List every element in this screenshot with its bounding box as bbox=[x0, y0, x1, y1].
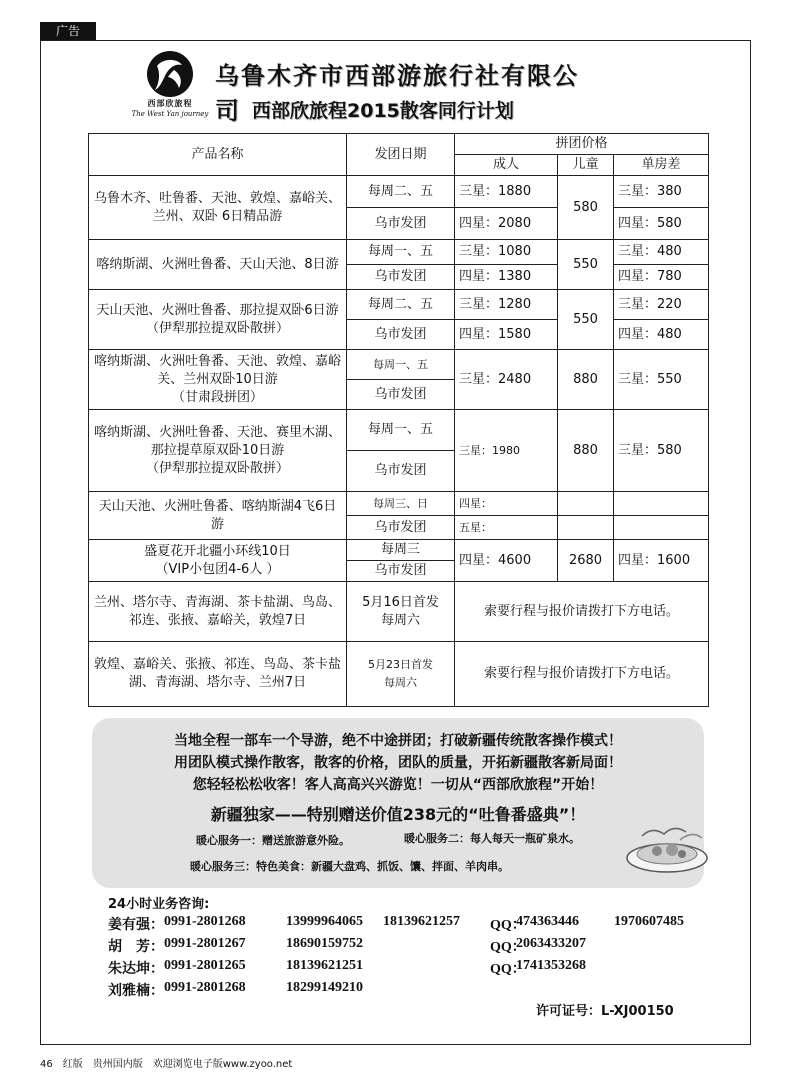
contact-mobile: 18299149210 bbox=[286, 980, 363, 995]
departure-day: 每周二、五 bbox=[347, 176, 455, 208]
adult-price: 三星：1880 bbox=[455, 176, 558, 208]
price-note: 索要行程与报价请拨打下方电话。 bbox=[455, 642, 709, 707]
contact-phone: 0991-2801267 bbox=[164, 936, 246, 951]
adult-price: 三星：2480 bbox=[455, 350, 558, 410]
single-supplement: 四星：480 bbox=[614, 320, 709, 350]
product-note: （VIP小包团4-6人 ） bbox=[155, 561, 280, 577]
header-product: 产品名称 bbox=[89, 134, 347, 176]
departure-city: 乌市发团 bbox=[347, 265, 455, 290]
contact-name: 胡 芳： bbox=[108, 940, 164, 955]
child-price-empty bbox=[558, 516, 614, 540]
contact-qq: 2063433207 bbox=[516, 936, 586, 951]
adult-price: 三星：1280 bbox=[455, 290, 558, 320]
contact-mobile: 18139621251 bbox=[286, 958, 363, 973]
table-row bbox=[89, 492, 709, 516]
departure-first: 5月16日首发 bbox=[362, 594, 439, 610]
adult-price: 四星：4600 bbox=[455, 540, 558, 582]
contact-mobile: 18690159752 bbox=[286, 936, 363, 951]
departure-city: 乌市发团 bbox=[347, 451, 455, 492]
license-number: 许可证号：L-XJ00150 bbox=[536, 1004, 674, 1019]
adult-price: 三星：1980 bbox=[455, 410, 558, 492]
table-row bbox=[89, 290, 709, 320]
departure-first: 5月23日首发 bbox=[368, 658, 433, 671]
departure-day: 每周二、五 bbox=[347, 290, 455, 320]
product-name bbox=[89, 410, 347, 492]
departure-city: 乌市发团 bbox=[347, 208, 455, 240]
departure-day: 每周一、五 bbox=[347, 350, 455, 380]
departure-day: 每周三、日 bbox=[347, 492, 455, 516]
single-supplement: 四星：780 bbox=[614, 265, 709, 290]
product-name bbox=[89, 540, 347, 582]
product-name: 乌鲁木齐、吐鲁番、天池、敦煌、嘉峪关、兰州、双卧 6日精品游 bbox=[89, 176, 347, 240]
single-supplement-empty bbox=[614, 492, 709, 516]
contact-phone: 0991-2801265 bbox=[164, 958, 246, 973]
contact-name: 朱达坤： bbox=[108, 962, 164, 977]
plan-title: 西部欣旅程2015散客同行计划 bbox=[252, 100, 514, 122]
contact-phone: 0991-2801268 bbox=[164, 914, 246, 929]
contact-qq: 1970607485 bbox=[614, 914, 684, 929]
page-footer: 46 红版 贵州国内版 欢迎浏览电子版www.zyoo.net bbox=[40, 1059, 293, 1070]
logo-text-en: The West Yan journey bbox=[131, 110, 209, 118]
table-row bbox=[89, 410, 709, 451]
adult-price: 四星：1380 bbox=[455, 265, 558, 290]
header-single: 单房差 bbox=[614, 155, 709, 176]
contact-phone: 0991-2801268 bbox=[164, 980, 246, 995]
departure-day: 每周一、五 bbox=[347, 410, 455, 451]
single-supplement: 四星：1600 bbox=[614, 540, 709, 582]
single-supplement: 三星：220 bbox=[614, 290, 709, 320]
adult-price: 四星：1580 bbox=[455, 320, 558, 350]
departure-day: 每周三 bbox=[347, 540, 455, 561]
adult-price: 四星：2080 bbox=[455, 208, 558, 240]
product-note: （伊犁那拉提双卧散拼） bbox=[145, 320, 289, 336]
header-adult: 成人 bbox=[455, 155, 558, 176]
child-price: 550 bbox=[558, 290, 614, 350]
contact-qq-label: QQ： bbox=[490, 918, 526, 933]
product-title: 喀纳斯湖、火洲吐鲁番、天池、敦煌、嘉峪关、兰州双卧10日游 bbox=[93, 353, 341, 387]
child-price: 880 bbox=[558, 350, 614, 410]
adult-price: 四星： bbox=[455, 492, 558, 516]
service-panel bbox=[92, 718, 704, 888]
single-supplement: 三星：580 bbox=[614, 410, 709, 492]
price-table bbox=[88, 133, 709, 707]
contact-qq-label: QQ： bbox=[490, 940, 526, 955]
product-title: 喀纳斯湖、火洲吐鲁番、天池、赛里木湖、那拉提草原双卧10日游 bbox=[93, 424, 341, 458]
contact-mobile: 18139621257 bbox=[383, 914, 460, 929]
product-note: （伊犁那拉提双卧散拼） bbox=[145, 460, 289, 476]
service-1: 暖心服务一：赠送旅游意外险。 bbox=[196, 834, 350, 847]
departure-weekly: 每周六 bbox=[384, 676, 417, 689]
product-name bbox=[89, 350, 347, 410]
table-row bbox=[89, 582, 709, 642]
table-header-row bbox=[89, 134, 709, 155]
single-supplement: 三星：550 bbox=[614, 350, 709, 410]
table-row bbox=[89, 350, 709, 380]
adult-price: 五星： bbox=[455, 516, 558, 540]
single-supplement: 四星：580 bbox=[614, 208, 709, 240]
product-note: （甘肃段拼团） bbox=[171, 389, 263, 405]
table-row bbox=[89, 240, 709, 265]
header-child: 儿童 bbox=[558, 155, 614, 176]
company-name: 乌鲁木齐市西部游旅行社有限公司 bbox=[215, 62, 579, 125]
product-name bbox=[89, 290, 347, 350]
header-date: 发团日期 bbox=[347, 134, 455, 176]
service-line-1: 当地全程一部车一个导游，绝不中途拼团；打破新疆传统散客操作模式！ bbox=[174, 733, 622, 749]
product-title: 盛夏花开北疆小环线10日 bbox=[144, 543, 291, 559]
product-name: 喀纳斯湖、火洲吐鲁番、天山天池、8日游 bbox=[89, 240, 347, 290]
child-price: 880 bbox=[558, 410, 614, 492]
departure-day: 每周一、五 bbox=[347, 240, 455, 265]
service-3: 暖心服务三：特色美食：新疆大盘鸡、抓饭、馕、拌面、羊肉串。 bbox=[190, 860, 509, 873]
contact-qq: 1741353268 bbox=[516, 958, 586, 973]
contact-name: 姜有强： bbox=[108, 918, 164, 933]
product-name: 敦煌、嘉峪关、张掖、祁连、鸟岛、茶卡盐湖、青海湖、塔尔寺、兰州7日 bbox=[89, 642, 347, 707]
child-price-empty bbox=[558, 492, 614, 516]
exclusive-offer: 新疆独家——特别赠送价值238元的“吐鲁番盛典”！ bbox=[210, 805, 586, 824]
departure-city: 乌市发团 bbox=[347, 380, 455, 410]
service-line-3: 您轻轻松松收客！客人高高兴兴游览！一切从“西部欣旅程”开始！ bbox=[192, 777, 604, 793]
departure-city: 乌市发团 bbox=[347, 320, 455, 350]
child-price: 580 bbox=[558, 176, 614, 240]
dish-illustration-icon bbox=[622, 818, 712, 878]
child-price: 550 bbox=[558, 240, 614, 290]
departure-date bbox=[347, 642, 455, 707]
adult-price: 三星：1080 bbox=[455, 240, 558, 265]
product-name: 兰州、塔尔寺、青海湖、茶卡盐湖、鸟岛、祁连、张掖、嘉峪关，敦煌7日 bbox=[89, 582, 347, 642]
departure-city: 乌市发团 bbox=[347, 561, 455, 582]
table-row bbox=[89, 540, 709, 561]
contact-name: 刘雅楠： bbox=[108, 984, 164, 999]
single-supplement: 三星：480 bbox=[614, 240, 709, 265]
single-supplement-empty bbox=[614, 516, 709, 540]
contact-qq-label: QQ： bbox=[490, 962, 526, 977]
service-2: 暖心服务二：每人每天一瓶矿泉水。 bbox=[404, 832, 580, 845]
table-row bbox=[89, 176, 709, 208]
contact-qq: 474363446 bbox=[516, 914, 579, 929]
contacts-title: 24小时业务咨询: bbox=[108, 897, 210, 912]
ad-tag: 广告 bbox=[40, 22, 96, 40]
price-note: 索要行程与报价请拨打下方电话。 bbox=[455, 582, 709, 642]
single-supplement: 三星：380 bbox=[614, 176, 709, 208]
table-row bbox=[89, 642, 709, 707]
header-price: 拼团价格 bbox=[455, 134, 709, 155]
departure-date bbox=[347, 582, 455, 642]
service-line-2: 用团队模式操作散客，散客的价格，团队的质量，开拓新疆散客新局面！ bbox=[174, 755, 622, 771]
child-price: 2680 bbox=[558, 540, 614, 582]
product-name: 天山天池、火洲吐鲁番、喀纳斯湖4飞6日游 bbox=[89, 492, 347, 540]
product-title: 天山天池、火洲吐鲁番、那拉提双卧6日游 bbox=[96, 302, 339, 318]
departure-weekly: 每周六 bbox=[380, 612, 420, 628]
logo-text-cn: 西部欣旅程 bbox=[147, 99, 193, 108]
contact-mobile: 13999964065 bbox=[286, 914, 363, 929]
departure-city: 乌市发团 bbox=[347, 516, 455, 540]
